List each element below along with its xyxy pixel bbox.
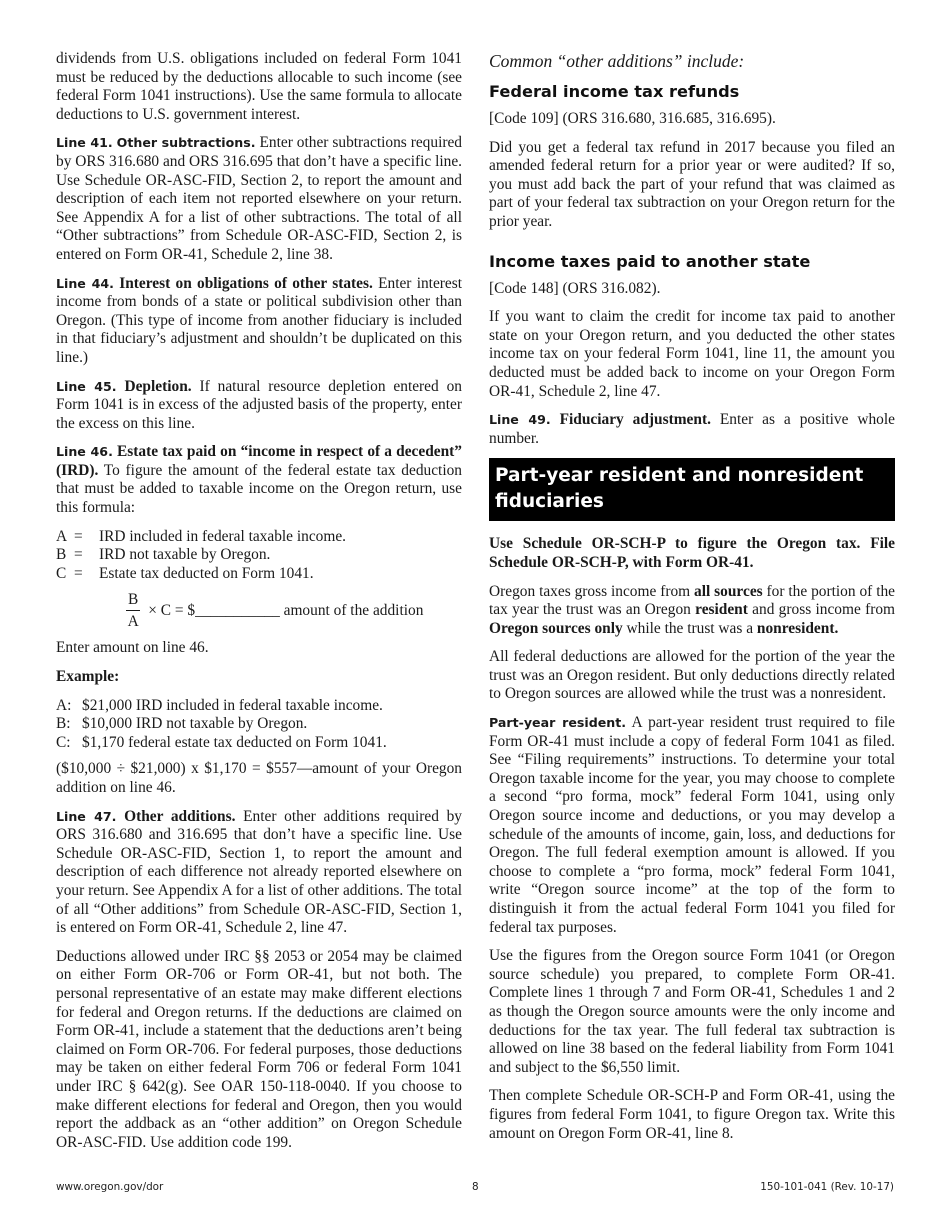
- footer-url: www.oregon.gov/dor: [56, 1181, 164, 1193]
- line-47-title: Other additions.: [124, 807, 236, 825]
- other-state-code: [Code 148] (ORS 316.082).: [489, 279, 661, 297]
- example-item-a: A: $21,000 IRD included in federal taxable income.: [56, 696, 383, 714]
- refunds-heading: Federal income tax refunds: [489, 82, 740, 101]
- left-column: [56, 50, 462, 1162]
- footer-form-number: 150-101-041 (Rev. 10-17): [760, 1181, 894, 1193]
- deductions-paragraph: Deductions allowed under IRC §§ 2053 or 2054 may be claimed on either Form OR-706 or Form OR-41, but not both. The personal representative of an estate may make different elections for federal and Oregon returns. If the deductions are claimed on Form OR-41, include a statement that the deductions aren’t being claimed on Form OR-706. For federal purposes, those deductions may be taken on either federal Form 706 or federal Form 1041 under IRC § 642(g). See OAR 150-118-0040. If you choose to make different elections for federal and Oregon, then you would report the addback as an “other addition” on Oregon Schedule OR-ASC-FID. Use addition code 199.: [56, 947, 462, 1151]
- line-44-number: Line 44.: [56, 275, 114, 291]
- line-45-number: Line 45.: [56, 378, 117, 394]
- refunds-body: Did you get a federal tax refund in 2017 because you filed an amended federal return for a prior year or were audited? If so, you must add back the part of your refund that was claimed as part of your federal tax subtraction on your Oregon return for the prior year.: [489, 138, 895, 230]
- line-45-paragraph: [56, 378, 462, 434]
- gross-income-paragraph: Oregon taxes gross income from all sources for the portion of the tax year the trust was an Oregon resident and gross income from Oregon sources only while the trust was a nonresident.: [489, 582, 895, 637]
- line-41-title: Other subtractions.: [116, 135, 256, 151]
- refunds-code: [Code 109] (ORS 316.680, 316.685, 316.695).: [489, 110, 776, 127]
- formula-def-a: A = IRD included in federal taxable income.: [56, 527, 347, 545]
- part-year-body: A part-year resident trust required to file Form OR-41 must include a copy of federal Form 1041 as filed. See “Filing requirements” instructions. To determine your total Oregon taxable income for the year, you may choose to complete a second “pro forma, mock” federal Form 1041, using only Oregon source income and deductions, or you may develop a schedule of the amounts of income, gain, loss, and deductions for Oregon. The full federal exemption amount is allowed. If you choose to complete a “pro forma, mock” federal Form 1041, write “Oregon source income” at the top of the form to distinguish it from the actual federal Form 1041 you filed for federal tax purposes.: [489, 714, 895, 936]
- dividends-paragraph: dividends from U.S. obligations included on federal Form 1041 must be reduced by the deductions allocable to such income (see federal Form 1041 instructions). Use the same formula to allocate deductions to U.S. government interest.: [56, 50, 462, 123]
- line-44-body: Enter interest income from bonds of a state or political subdivision other than Oregon. (This type of income from another fiduciary is included in that fiduciary’s adjustment and shouldn’t be duplicated on this line.): [56, 274, 462, 366]
- line-41-number: Line 41.: [56, 135, 113, 151]
- line-46-title: Estate tax paid on “income in respect of a decedent” (IRD).: [56, 443, 462, 479]
- line-49-title: Fiduciary adjustment.: [559, 411, 711, 429]
- line-49-body: Enter as a positive whole number.: [489, 411, 895, 447]
- example-label: Example:: [56, 668, 120, 686]
- use-schedule-paragraph: Use Schedule OR-SCH-P to figure the Oregon tax. File Schedule OR-SCH-P, with Form OR-41.: [489, 535, 895, 571]
- formula-definitions: [56, 528, 462, 584]
- footer-page-number: 8: [472, 1181, 479, 1193]
- then-complete-paragraph: Then complete Schedule OR-SCH-P and Form OR-41, using the figures from federal Form 1041, to figure Oregon tax. Write this amount on Oregon Form OR-41, line 8.: [489, 1087, 895, 1142]
- line-45-body: If natural resource depletion entered on Form 1041 is in excess of the adjusted basis of the property, enter the excess on this line.: [56, 377, 462, 432]
- line-46-number: Line 46.: [56, 444, 113, 460]
- part-year-head: Part-year resident.: [489, 715, 627, 731]
- line-49-paragraph: [489, 411, 895, 448]
- fraction-numerator: B: [126, 591, 140, 611]
- line-44-title: Interest on obligations of other states.: [119, 274, 373, 292]
- example-result: ($10,000 ÷ $21,000) x $1,170 = $557—amount of your Oregon addition on line 46.: [56, 760, 462, 796]
- line-46-body: To figure the amount of the federal estate tax deduction that must be added to taxable income on the Oregon return, use this formula:: [56, 461, 462, 517]
- part-year-paragraph: [489, 714, 895, 937]
- line-47-paragraph: [56, 808, 462, 938]
- all-federal-deductions: All federal deductions are allowed for the portion of the year the trust was an Oregon resident. But only deductions directly related to Oregon sources are allowed while the trust was a nonresident.: [489, 648, 895, 703]
- line-45-title: Depletion.: [124, 377, 192, 395]
- section-banner: Part-year resident and nonresident fiduciaries: [489, 458, 895, 521]
- other-state-heading: Income taxes paid to another state: [489, 251, 811, 271]
- ird-formula: [126, 591, 462, 631]
- line-47-body: Enter other additions required by ORS 316.680 and 316.695 that don’t have a specific line. Use Schedule OR-ASC-FID, Section 1, to report the amount and description of each difference not already reported elsewhere on your return. See Appendix A for a list of other additions. The total of all “Other additions” from Schedule OR-ASC-FID, Section 1, is entered on Form OR-41, Schedule 2, line 47.: [56, 807, 462, 937]
- right-column: [489, 50, 895, 1153]
- use-figures-paragraph: Use the figures from the Oregon source Form 1041 (or Oregon source schedule) you prepared, to complete Form OR-41. Complete lines 1 through 7 and Form OR-41, Schedules 1 and 2 as though the Oregon source amounts were the only income and deductions for the tax year. The full federal tax subtraction is allowed on line 38 based on the federal liability from Form 1041 and subject to the $6,550 limit.: [489, 947, 895, 1076]
- example-list: [56, 697, 462, 753]
- line-41-paragraph: [56, 134, 462, 264]
- enter-line-46: Enter amount on line 46.: [56, 639, 209, 657]
- formula-def-c: C = Estate tax deducted on Form 1041.: [56, 564, 314, 582]
- formula-rest: × C = $___________ amount of the addition: [148, 602, 424, 620]
- line-47-number: Line 47.: [56, 808, 117, 824]
- line-49-number: Line 49.: [489, 412, 551, 428]
- example-item-c: C: $1,170 federal estate tax deducted on Form 1041.: [56, 733, 387, 751]
- fraction-denominator: A: [127, 613, 139, 631]
- example-item-b: B: $10,000 IRD not taxable by Oregon.: [56, 715, 308, 733]
- formula-fraction: [126, 591, 140, 631]
- line-41-body: Enter other subtractions required by ORS 316.680 and ORS 316.695 that don’t have a specific line. Use Schedule OR-ASC-FID, Section 2, to report the amount and description of each item not reported elsewhere on your return. See Appendix A for a list of other subtractions. The total of all “Other subtractions” from Schedule OR-ASC-FID, Section 2, is entered on Form OR-41, Schedule 2, line 38.: [56, 134, 462, 263]
- line-46-paragraph: [56, 443, 462, 517]
- line-44-paragraph: [56, 275, 462, 368]
- other-additions-intro: Common “other additions” include:: [489, 51, 745, 71]
- formula-def-b: B = IRD not taxable by Oregon.: [56, 546, 271, 564]
- other-state-body: If you want to claim the credit for income tax paid to another state on your Oregon return, and you deducted the other states income tax on your federal Form 1041, line 11, the amount you deducted must be added back to income on your Oregon Form OR-41, Schedule 2, line 47.: [489, 308, 895, 400]
